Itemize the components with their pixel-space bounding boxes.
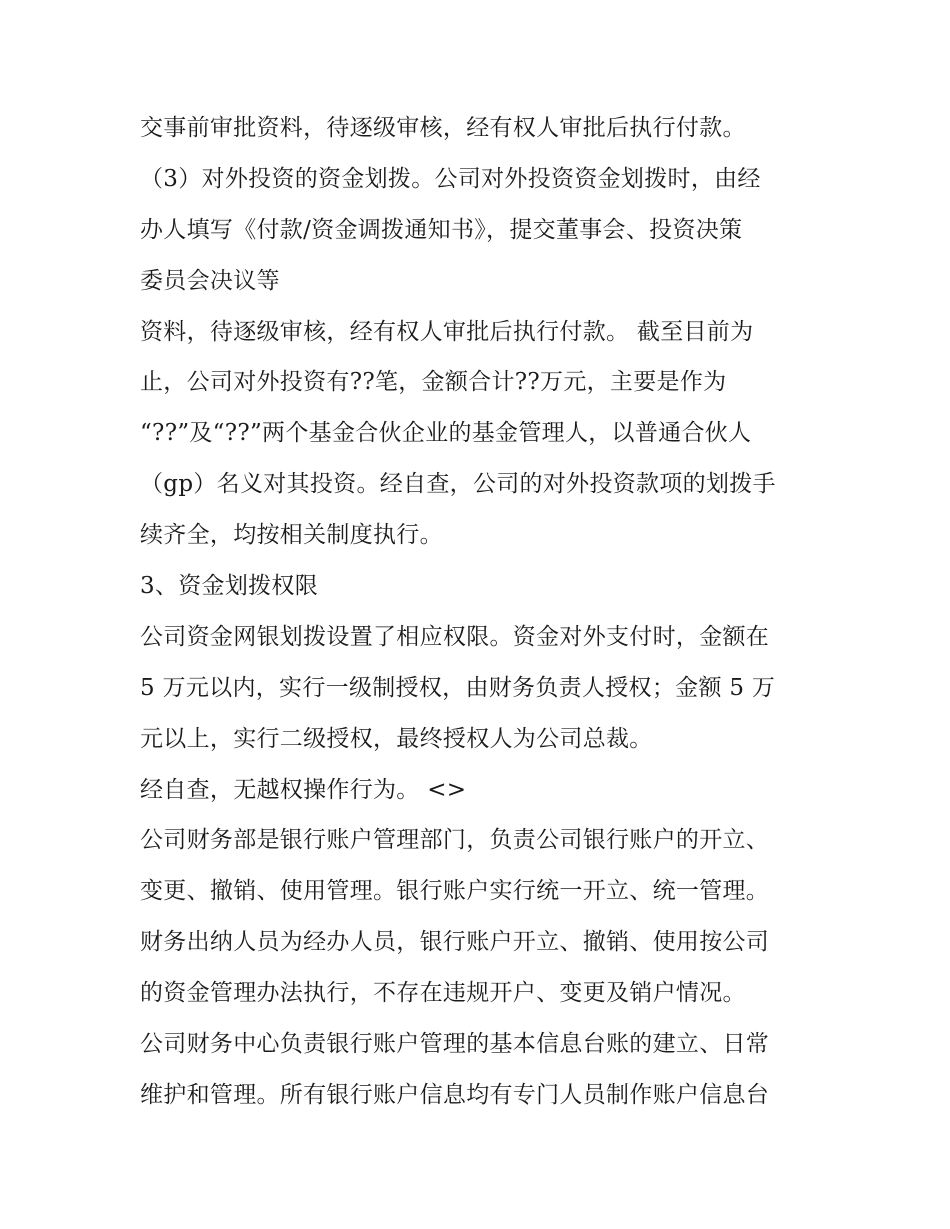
text-line: 元以上，实行二级授权，最终授权人为公司总裁。 (140, 725, 653, 752)
text-line: 委员会决议等 (140, 267, 280, 294)
text-line: 续齐全，均按相关制度执行。 (140, 522, 443, 549)
text-line: 交事前审批资料，待逐级审核，经有权人审批后执行付款。 (140, 115, 746, 141)
text-line: 公司财务部是银行账户管理部门，负责公司银行账户的开立、 (140, 827, 770, 854)
body-text (140, 103, 840, 1121)
text-line: 经自查，无越权操作行为。 <> (140, 776, 467, 803)
text-line: 止，公司对外投资有??笔，金额合计??万元，主要是作为 (140, 369, 727, 396)
text-line: 5 万元以内，实行一级制授权，由财务负责人授权；金额 5 万 (140, 674, 776, 701)
text-line: “??”及“??”两个基金合伙企业的基金管理人，以普通合伙人 (140, 420, 752, 447)
section-heading: 3、资金划拨权限 (140, 573, 319, 600)
text-line: 的资金管理办法执行，不存在违规开户、变更及销户情况。 (140, 980, 746, 1007)
text-line: 维护和管理。所有银行账户信息均有专门人员制作账户信息台 (140, 1081, 770, 1108)
text-line: 公司资金网银划拨设置了相应权限。资金对外支付时，金额在 (140, 623, 770, 650)
text-line: （gp）名义对其投资。经自查，公司的对外投资款项的划拨手 (140, 471, 776, 498)
text-line: 资料，待逐级审核，经有权人审批后执行付款。 截至目前为 (140, 318, 754, 345)
text-line: 变更、撤销、使用管理。银行账户实行统一开立、统一管理。 (140, 878, 770, 905)
text-line: 财务出纳人员为经办人员，银行账户开立、撤销、使用按公司 (140, 929, 770, 956)
text-line: 公司财务中心负责银行账户管理的基本信息台账的建立、日常 (140, 1031, 770, 1058)
text-line: 办人填写《付款/资金调拨通知书》，提交董事会、投资决策 (140, 216, 743, 243)
text-line: （3）对外投资的资金划拨。公司对外投资资金划拨时，由经 (140, 165, 761, 192)
